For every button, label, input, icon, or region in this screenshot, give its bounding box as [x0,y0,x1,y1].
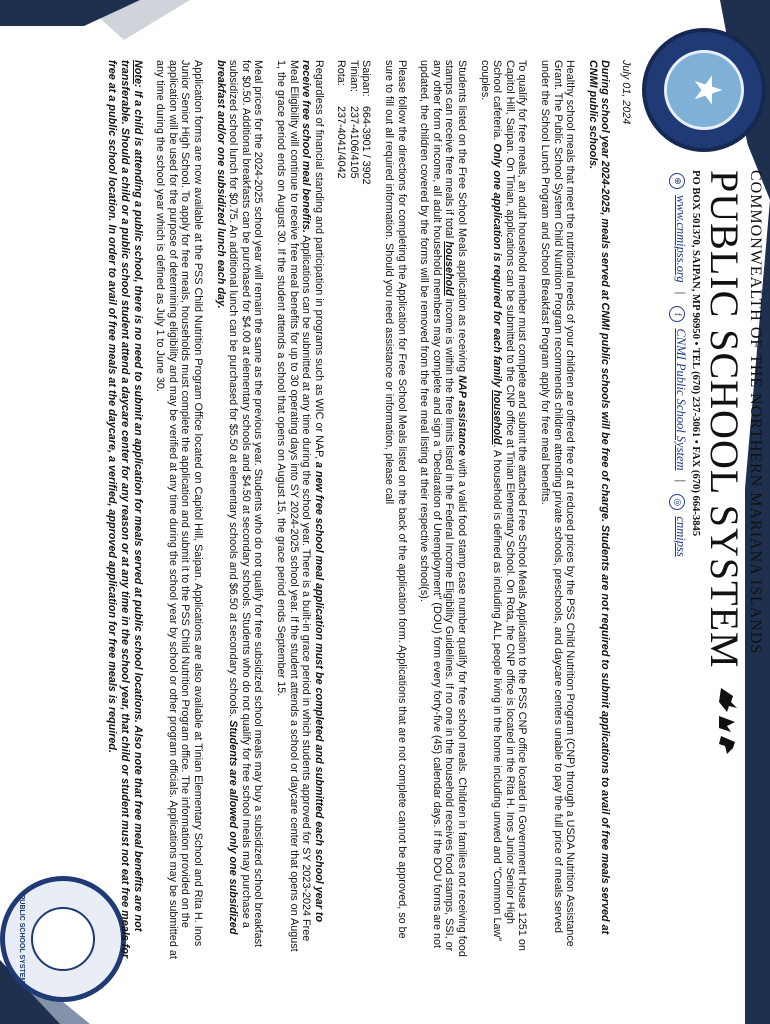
seal-emblem [664,50,744,130]
letter-date: July 01, 2024 [620,60,632,125]
paragraph-eligibility [418,60,468,960]
star-icon: ★ [686,72,730,108]
link-separator: | [674,291,688,295]
letterhead-subtitle: COMMONWEALTH OF THE NORTHERN MARIANA ISLANDS [747,170,764,655]
eligibility-text-c: income is within the free limits listed in the Federal Income Eligibility Guidelines. If no one in the household receives food stamps, SSI, or any other form of income, all adult household members may complete and sign a "Declaration of Unemployment" (DOU) form every forty-five (45) calendar days. If the DOU forms are not updated, the children covered by the forms will be removed from the free meal listing at their respective school(s). [418,60,456,952]
paragraph-forms [154,60,204,960]
new-application-text-a: Regardless of financial standing and participation in programs such as WIC or NAP, [312,60,325,459]
paragraph-new-application [274,60,324,960]
phone-list [335,60,373,960]
letterhead [669,170,764,1020]
phone-row-saipan [360,60,373,960]
animals-svg [715,686,741,756]
seal-emblem-inner [31,907,95,971]
eligibility-text-a: Students listed on the Free School Meals application as receiving [456,60,469,373]
phone-label: Tinian: [347,60,360,93]
phone-label: Rota: [335,60,348,86]
animal-silhouettes-icon [703,686,743,756]
qualify-text: To qualify for free meals, an adult household member must complete and submit the attached Free School Meals Application to the PSS CNP office located in Government House 1251 on Capitol Hill, Saipan. On Tinian, applications can be submitted to the CNP office at Tinian Elementary School. On Rota, the CNP office is located in the Rita H. Inos Junior Senior High School cafeteria. [491,60,529,951]
household-definition: . A household is defined as including ALL people living in the home including unwed and "Common Law" couples. [478,60,504,942]
cnmi-seal-logo [642,28,766,152]
instagram-icon: ◎ [669,494,685,510]
meal-prices-text: Meal prices for the 2024-2025 school year will remain the same as the previous year. Students who do not qualify for free subsidized school meals may buy a subsidized school breakfast for $0.50. Additional breakfasts can be purchased for $4.00 at elementary schools and $4.50 at secondary schools. Students who do not qualify for free school meals may purchase a subsidized school lunch for $0.75. An additional lunch can be purchased for $5.50 at elementary schools and $6.50 at secondary schools. [227,60,265,948]
paragraph-note [106,60,144,960]
program-text: Healthy school meals that meet the nutritional needs of your children are offered free or at reduced prices by the PSS Child Nutrition Program (CNP) through a USDA Nutrition Assistance Grant. The Public School System Child Nutrition Program recommends children attending private schools, preschools, and daycare centers unable to pay the full price of meals served under the School Lunch Program and School Breakfast Program apply for free meal benefits. [539,60,577,947]
letterhead-title-text: PUBLIC SCHOOL SYSTEM [702,170,747,669]
phone-row-rota [335,60,348,960]
paragraph-meal-prices [214,60,264,960]
eligibility-text-b: with a valid food stamp case number qualify for free school meals. Children in families not receiving food stamps can receive free meals if total [443,60,469,957]
seal-caption: PUBLIC SCHOOL SYSTEM [18,894,25,984]
note-text: : If a child is attending a public school, there is no need to submit an application for meals served at public school locations. Also note that free meal benefits are not transferable. Should a child or a public school student attend a daycare center for any reason or at any time in the school year, that child or student must not eat free meals for free at a public school location. In order to avail of free meals at the daycare, a verified, approved application for free meals is required. [106,60,144,959]
directions-text: Please follow the directions for completing the Application for Free School Meals listed on the back of the application form. Applications that are not complete cannot be approved, so be sure to fill out all required information. Should you need assistance or information, please call [383,60,408,939]
globe-icon: ⊕ [669,173,685,189]
paragraph-program [538,60,576,960]
letter-body [96,60,632,960]
website-link[interactable]: www.cnmipss.org [674,195,688,283]
paragraph-intro-bold [586,60,611,960]
link-separator: | [674,479,688,483]
facebook-icon: f [669,306,685,322]
letterhead-title [702,170,747,1020]
letterhead-links [669,170,688,1020]
household-term: household [491,390,504,445]
forms-text: Application forms are now available at the PSS Child Nutrition Program Office located on Capitol Hill, Saipan. Applications are also available at Tinian Elementary School and Rita H. Inos Junior Senior High School. To apply for free meals, households must complete the application and submit it to the PSS Child Nutrition Program office. The information provided on the application will be used for the purpose of determining eligibility and may be verified at any time during the school year by school or other program officials. Applications may be submitted at any time during the school year which is defined as July 1 to June 30. [154,60,204,959]
facebook-link[interactable]: CNMI Public School System [674,328,688,471]
phone-row-tinian [347,60,360,960]
free-meals-announcement: During school year 2024-2025, meals served at CNMI public schools will be free of charge. Students are not required to submit applications to avail of free meals served at CNMI public schools. [586,60,612,935]
nap-assistance-term: NAP assistance [456,375,469,456]
letterhead-contact: PO BOX 501370, SAIPAN, MP 96950 • TEL (670) 237-3061 • FAX (670) 664-3845 [690,170,701,537]
phone-number: 664-3901 / 3902 [360,106,373,185]
phone-label: Saipan: [360,60,373,97]
instagram-link[interactable]: cnmipss [674,516,688,557]
one-meal-limit-note: Students are allowed only one subsidized breakfast and/or one subsidized lunch each day. [214,60,240,935]
one-application-note: Only one application is required for each family [491,143,504,388]
note-label: Note [131,60,144,84]
paragraph-qualify [478,60,528,960]
phone-number: 237-4041/4042 [335,106,348,179]
new-application-text-b: Applications can be submitted at any time during the school year. There is a built-in grace period in which students approved for SY 2023-2024 Free Meal Eligibility will continue to receive free meal benefits for up to 30 operating days into SY 2024-2025 school year. If the student attends a school or daycare center that opens on August 1, the grace period ends on August 30. If the student attends a school that opens on August 15, the grace period ends September 15. [274,60,313,952]
paragraph-directions [383,60,408,960]
household-income-term: household [443,241,456,296]
phone-number: 237-4106/4105 [347,106,360,179]
new-application-requirement: a new free school meal application must be completed and submitted each school year to receive free school meal benefits. [300,60,325,923]
